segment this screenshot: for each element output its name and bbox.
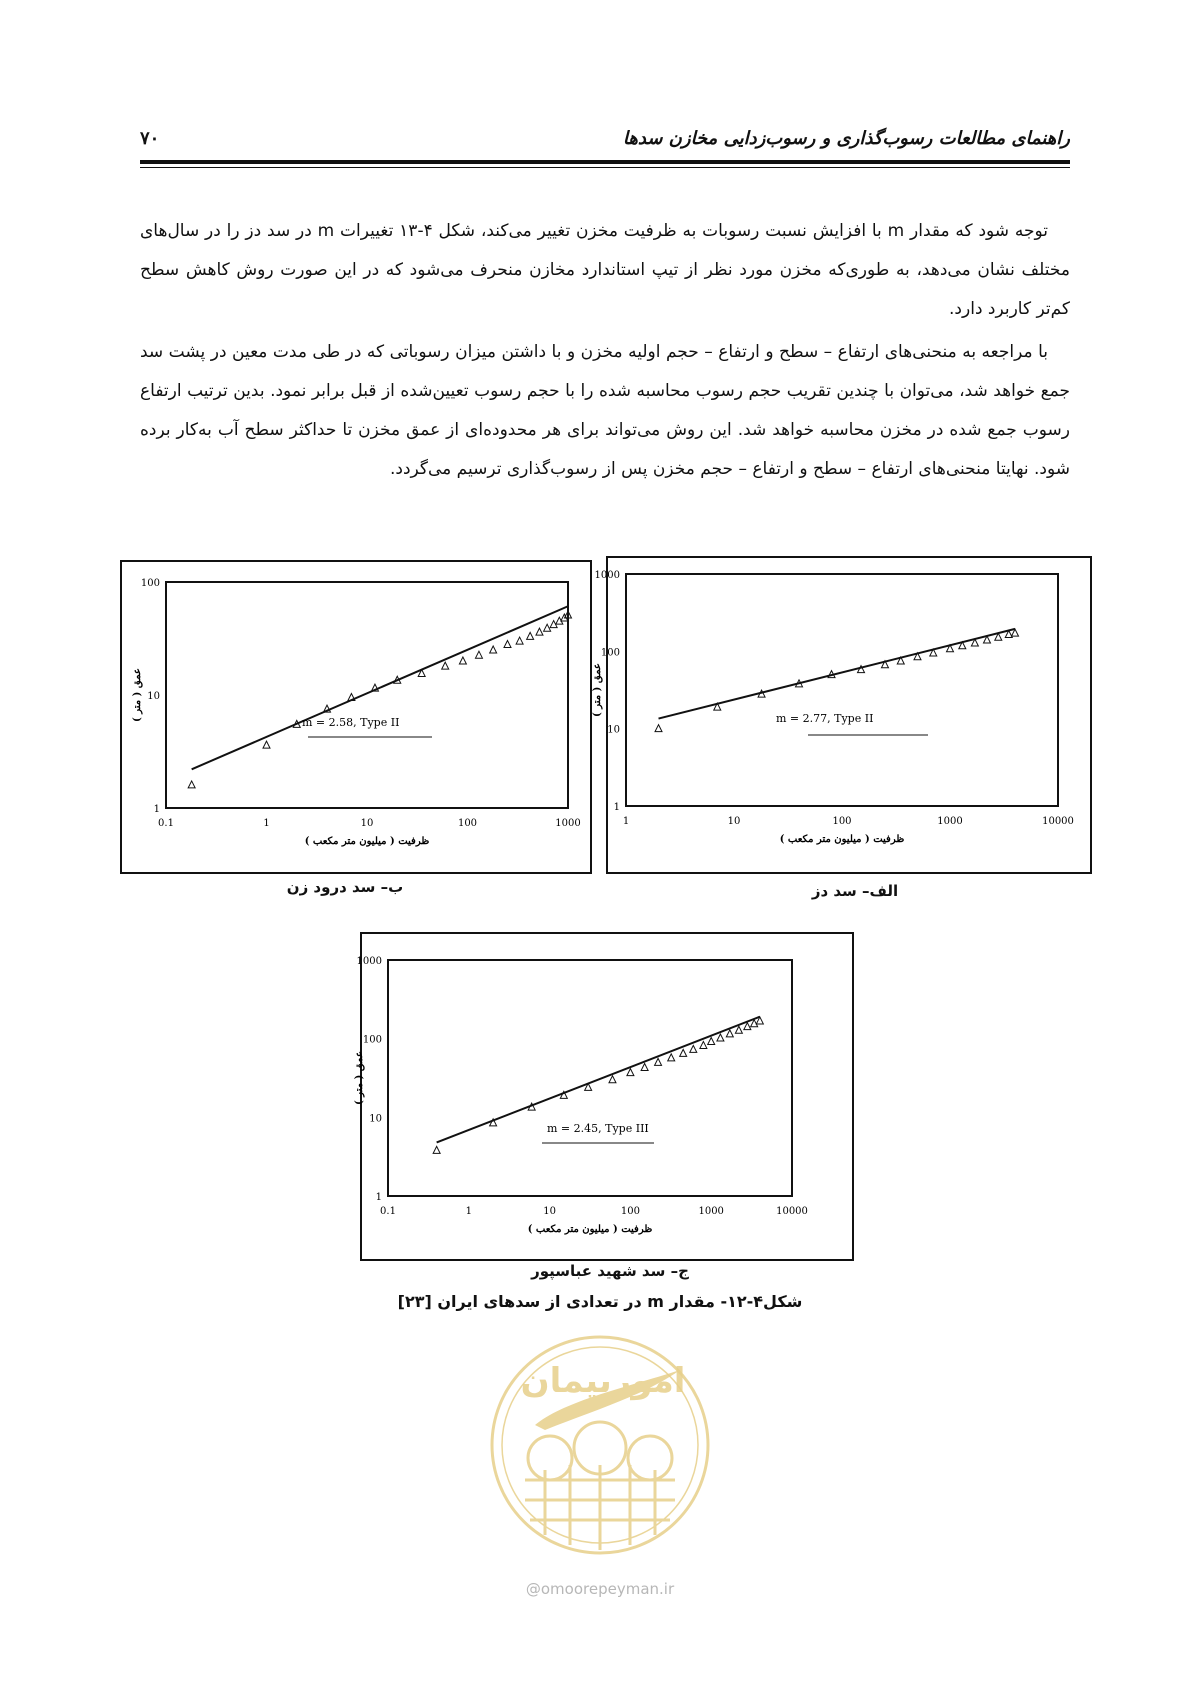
data-point-triangle [627,1069,634,1076]
data-point-triangle [442,662,449,669]
data-point-triangle [536,628,543,635]
x-tick-label: 10000 [1042,816,1074,827]
x-tick-label: 1 [622,816,630,827]
x-tick-label: 10000 [776,1206,808,1217]
y-axis-label: عمق ( متر ) [132,668,143,722]
y-tick-label: 1 [153,804,160,815]
header-rule-thin [140,167,1070,168]
y-tick-label: 1 [375,1192,382,1203]
y-tick-label: 1 [613,802,620,813]
data-point-triangle [504,640,511,647]
chart-b-svg [122,562,590,872]
chart-doroodzan-dam [120,560,592,874]
plot-frame [626,574,1058,806]
fit-line [192,606,568,769]
data-point-triangle [641,1064,648,1071]
watermark-url: @omoorepeyman.ir [525,1580,675,1598]
chart-c-svg [354,934,852,1259]
fit-annotation: m = 2.45, Type III [547,1122,649,1135]
x-tick-label: 10 [727,816,741,827]
data-point-triangle [680,1049,687,1056]
paragraph-1: توجه شود که مقدار m با افزایش نسبت رسوبات به ظرفیت مخزن تغییر می‌کند، شکل ۴-۱۳ تغییرات m در سد دز را در سال‌های مختلف نشان می‌دهد، به طوری‌که مخزن مورد نظر از تیپ استاندارد مخازن منحرف می‌شود که در این صورت روش کاهش سطح کم‌تر کاربرد دارد. [140,221,1070,319]
x-tick-label: 100 [620,1206,640,1217]
watermark-stamp-lettering: امورپیمان [520,1361,686,1401]
chart-a-svg [592,558,1090,872]
data-point-triangle [527,632,534,639]
caption-b: ب– سد درود زن [286,878,404,896]
y-tick-label: 10 [369,1113,382,1125]
running-title: راهنمای مطالعات رسوب‌گذاری و رسوب‌زدایی مخازن سدها [622,128,1070,149]
data-point-triangle [188,781,195,788]
watermark-stamp-logo [485,1330,715,1560]
x-tick-label: 100 [457,818,478,829]
x-tick-label: 100 [832,816,852,827]
x-tick-label: 1000 [698,1206,724,1217]
data-point-triangle [700,1041,707,1048]
data-point-triangle [655,725,662,732]
data-point-triangle [433,1146,440,1153]
y-tick-label: 100 [140,578,160,589]
body-text [140,212,1070,493]
plot-frame [388,960,792,1196]
x-axis-label: ظرفیت ( میلیون متر مکعب ) [527,1224,653,1235]
caption-c: ج– سد شهید عباسپور [531,1262,689,1280]
x-tick-label: 1000 [937,816,963,827]
x-tick-label: 1000 [555,818,581,829]
y-tick-label: 1000 [356,956,382,967]
data-point-triangle [655,1058,662,1065]
y-tick-label: 1000 [594,570,620,581]
chart-shahid-abbaspour-dam [354,932,854,1261]
page-number: ۷۰ [140,128,160,149]
data-point-triangle [263,741,270,748]
data-point-triangle [459,657,466,664]
x-tick-label: 0.1 [158,818,174,829]
data-point-triangle [717,1034,724,1041]
y-tick-label: 100 [600,647,620,659]
data-point-triangle [490,646,497,653]
chart-dez-dam [592,556,1092,874]
data-point-triangle [516,637,523,644]
figure-caption: شکل۴-۱۲- مقدار m در تعدادی از سدهای ایران [۲۳] [397,1292,803,1311]
data-point-triangle [609,1076,616,1083]
data-point-triangle [690,1045,697,1052]
data-point-triangle [726,1030,733,1037]
y-tick-label: 10 [147,691,160,702]
y-tick-label: 10 [607,724,620,736]
paragraph-2: با مراجعه به منحنی‌های ارتفاع – سطح و ارتفاع – حجم اولیه مخزن و با داشتن میزان رسوباتی که در طی مدت معین در پشت سد جمع خواهد شد، می‌توان با چندین تقریب حجم رسوب محاسبه شده را با حجم رسوب تعیین‌شده از قبل برابر نمود. بدین ترتیب ارتفاع رسوب جمع شده در مخزن محاسبه خواهد شد. این روش می‌تواند برای هر محدوده‌ای از عمق مخزن تا حداکثر سطح آب به‌کار برده شود. نهایتا منحنی‌های ارتفاع – سطح و ارتفاع – حجم مخزن پس از رسوب‌گذاری ترسیم می‌گردد. [140,342,1070,479]
data-point-triangle [475,651,482,658]
data-point-triangle [708,1038,715,1045]
y-tick-label: 100 [362,1034,382,1046]
x-tick-label: 10 [360,818,374,829]
caption-a: الف– سد دز [811,882,899,900]
x-tick-label: 1 [465,1206,472,1217]
y-axis-label: عمق ( متر ) [592,663,603,717]
header-rule-thick [140,160,1070,164]
data-point-triangle [735,1026,742,1033]
x-axis-label: ظرفیت ( میلیون متر مکعب ) [779,834,905,845]
y-axis-label: عمق ( متر ) [354,1051,365,1105]
data-point-triangle [668,1054,675,1061]
plot-frame [166,582,568,808]
data-point-triangle [744,1023,751,1030]
x-tick-label: 10 [543,1206,556,1217]
fit-annotation: m = 2.77, Type II [776,712,874,725]
x-tick-label: 0.1 [380,1206,396,1217]
fit-annotation: m = 2.58, Type II [302,716,400,729]
x-tick-label: 1 [263,818,270,829]
x-axis-label: ظرفیت ( میلیون متر مکعب ) [304,836,430,847]
